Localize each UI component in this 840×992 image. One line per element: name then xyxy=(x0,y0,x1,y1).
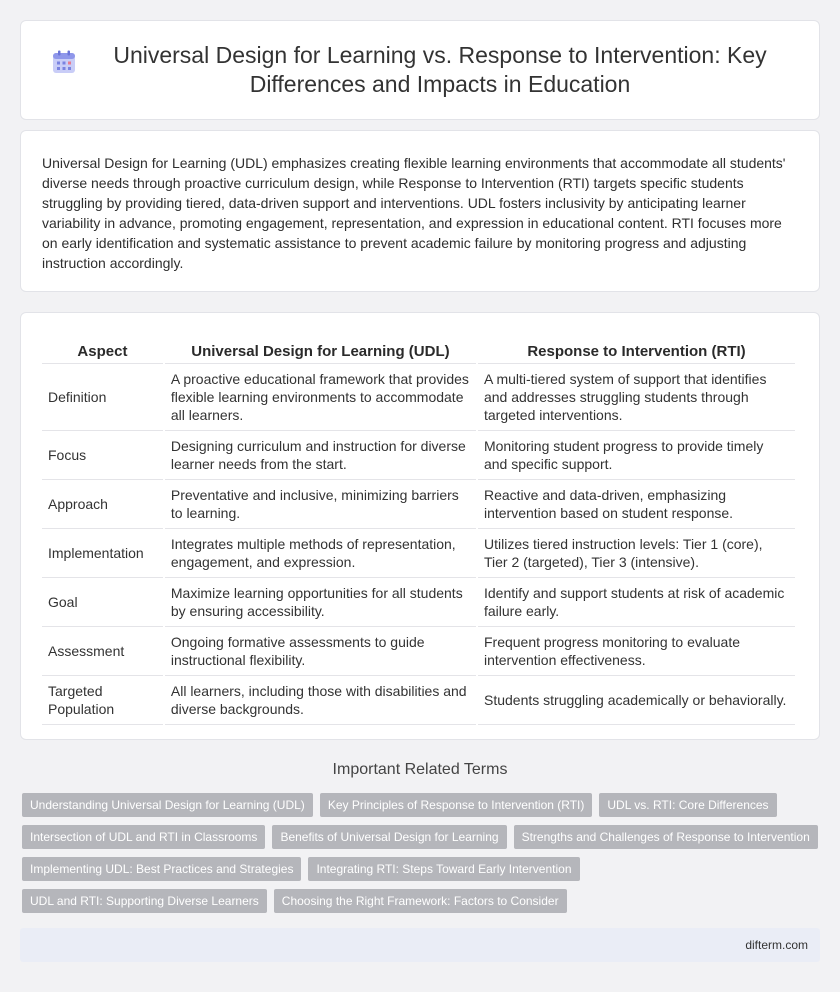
cell-aspect: Targeted Population xyxy=(42,676,163,725)
table-row xyxy=(42,627,795,676)
cell-udl: Ongoing formative assessments to guide instructional flexibility. xyxy=(165,627,476,676)
cell-rti: Identify and support students at risk of academic failure early. xyxy=(478,578,795,627)
cell-rti: Utilizes tiered instruction levels: Tier 1 (core), Tier 2 (targeted), Tier 3 (intensive). xyxy=(478,529,795,578)
tag-row xyxy=(22,793,822,817)
cell-aspect: Implementation xyxy=(42,529,163,578)
related-terms-tags xyxy=(22,793,822,921)
cell-rti: Frequent progress monitoring to evaluate intervention effectiveness. xyxy=(478,627,795,676)
cell-udl: Integrates multiple methods of representation, engagement, and expression. xyxy=(165,529,476,578)
table-row xyxy=(42,529,795,578)
related-term-tag[interactable]: Strengths and Challenges of Response to Intervention xyxy=(514,825,818,849)
tag-row xyxy=(22,825,822,849)
table-row xyxy=(42,431,795,480)
table-row xyxy=(42,480,795,529)
cell-udl: Preventative and inclusive, minimizing barriers to learning. xyxy=(165,480,476,529)
cell-rti: Students struggling academically or behaviorally. xyxy=(478,676,795,725)
related-term-tag[interactable]: UDL and RTI: Supporting Diverse Learners xyxy=(22,889,267,913)
calendar-grid-icon xyxy=(51,49,77,75)
cell-aspect: Approach xyxy=(42,480,163,529)
tag-row xyxy=(22,857,822,881)
intro-paragraph: Universal Design for Learning (UDL) emphasizes creating flexible learning environments that accommodate all students' diverse needs through proactive curriculum design, while Response to Intervention (RTI) targets specific students struggling by providing tiered, data-driven support and interventions. UDL fosters inclusivity by anticipating learner variability in advance, promoting engagement, representation, and expression in educational content. RTI focuses more on early identification and systematic assistance to prevent academic failure by monitoring progress and adjusting instruction accordingly. xyxy=(42,155,786,271)
table-row xyxy=(42,364,795,431)
cell-rti: Reactive and data-driven, emphasizing intervention based on student response. xyxy=(478,480,795,529)
related-term-tag[interactable]: Integrating RTI: Steps Toward Early Intervention xyxy=(308,857,579,881)
related-term-tag[interactable]: Benefits of Universal Design for Learning xyxy=(272,825,506,849)
comparison-table xyxy=(40,332,797,725)
cell-aspect: Definition xyxy=(42,364,163,431)
cell-udl: All learners, including those with disabilities and diverse backgrounds. xyxy=(165,676,476,725)
table-row xyxy=(42,676,795,725)
comparison-table-card xyxy=(20,312,820,740)
table-header-row xyxy=(42,332,795,364)
related-terms-heading: Important Related Terms xyxy=(332,761,508,778)
related-term-tag[interactable]: Key Principles of Response to Intervention (RTI) xyxy=(320,793,593,817)
cell-udl: Designing curriculum and instruction for diverse learner needs from the start. xyxy=(165,431,476,480)
cell-udl: A proactive educational framework that provides flexible learning environments to accommodate all learners. xyxy=(165,364,476,431)
header-rti: Response to Intervention (RTI) xyxy=(478,332,795,364)
footer-site-link[interactable]: difterm.com xyxy=(745,938,808,952)
footer xyxy=(20,928,820,962)
cell-aspect: Assessment xyxy=(42,627,163,676)
page-title: Universal Design for Learning vs. Response to Intervention: Key Differences and Impacts in Education xyxy=(113,42,767,97)
title-card xyxy=(20,20,820,120)
related-term-tag[interactable]: Implementing UDL: Best Practices and Strategies xyxy=(22,857,301,881)
cell-aspect: Goal xyxy=(42,578,163,627)
header-udl: Universal Design for Learning (UDL) xyxy=(165,332,476,364)
tag-row xyxy=(22,889,822,913)
cell-rti: Monitoring student progress to provide timely and specific support. xyxy=(478,431,795,480)
related-term-tag[interactable]: Understanding Universal Design for Learning (UDL) xyxy=(22,793,313,817)
intro-card xyxy=(20,130,820,292)
header-aspect: Aspect xyxy=(42,332,163,364)
table-row xyxy=(42,578,795,627)
related-term-tag[interactable]: Choosing the Right Framework: Factors to Consider xyxy=(274,889,567,913)
cell-rti: A multi-tiered system of support that identifies and addresses struggling students through targeted interventions. xyxy=(478,364,795,431)
cell-udl: Maximize learning opportunities for all students by ensuring accessibility. xyxy=(165,578,476,627)
related-term-tag[interactable]: Intersection of UDL and RTI in Classrooms xyxy=(22,825,265,849)
cell-aspect: Focus xyxy=(42,431,163,480)
related-term-tag[interactable]: UDL vs. RTI: Core Differences xyxy=(599,793,776,817)
